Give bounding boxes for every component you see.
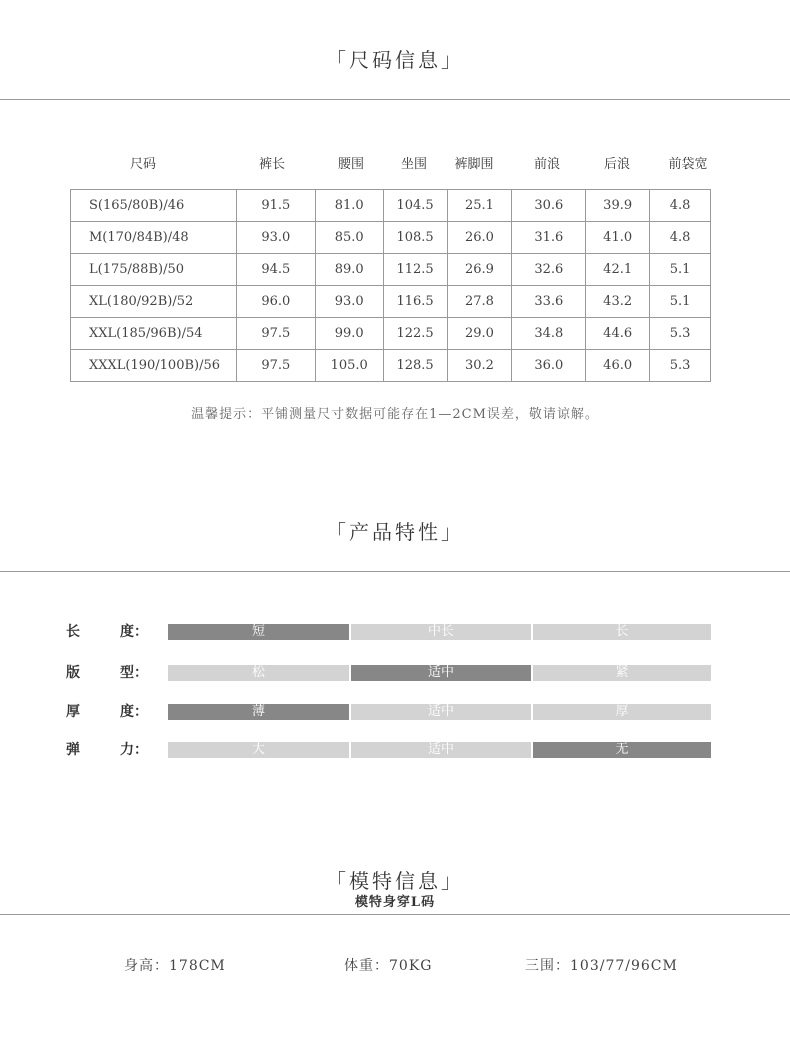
table-cell: 25.1	[447, 190, 512, 222]
feature-label-rest: 度：	[120, 704, 148, 720]
model-subtitle: 模特身穿L码	[354, 895, 436, 910]
table-cell: L(175/88B)/50	[71, 254, 237, 286]
feature-option-bar: 大	[168, 742, 349, 758]
table-cell: 34.8	[512, 318, 586, 350]
column-header-back-rise: 后浪	[603, 157, 630, 172]
table-cell: 128.5	[383, 350, 447, 382]
table-cell: 4.8	[650, 190, 711, 222]
feature-label-rest: 度：	[120, 624, 148, 640]
table-cell: 5.3	[650, 350, 711, 382]
table-cell: XXL(185/96B)/54	[71, 318, 237, 350]
table-cell: 36.0	[512, 350, 586, 382]
feature-option-bar: 适中	[351, 665, 531, 681]
table-cell: 33.6	[512, 286, 586, 318]
feature-section-divider	[0, 571, 790, 572]
table-cell: 43.2	[586, 286, 650, 318]
feature-option-bar: 适中	[351, 704, 531, 720]
table-cell: 93.0	[236, 222, 315, 254]
table-cell: 5.1	[650, 286, 711, 318]
table-cell: 97.5	[236, 350, 315, 382]
feature-label-first-char: 版	[66, 665, 80, 681]
table-cell: 31.6	[512, 222, 586, 254]
table-cell: 99.0	[315, 318, 383, 350]
feature-row	[0, 664, 790, 682]
table-row	[71, 222, 711, 254]
model-measurements: 三围：103/77/96CM	[525, 958, 678, 974]
feature-label-rest: 型：	[120, 665, 148, 681]
feature-option-bar: 紧	[533, 665, 711, 681]
table-cell: S(165/80B)/46	[71, 190, 237, 222]
table-row	[71, 254, 711, 286]
size-table	[70, 189, 711, 382]
feature-option-bar: 厚	[533, 704, 711, 720]
table-cell: 29.0	[447, 318, 512, 350]
feature-option-bar: 薄	[168, 704, 349, 720]
column-header-size: 尺码	[129, 157, 156, 172]
table-cell: 46.0	[586, 350, 650, 382]
size-section-title: 「尺码信息」	[326, 48, 464, 72]
table-cell: 5.3	[650, 318, 711, 350]
table-cell: 44.6	[586, 318, 650, 350]
table-cell: XL(180/92B)/52	[71, 286, 237, 318]
feature-label-first-char: 厚	[66, 704, 80, 720]
column-header-front-pocket-width: 前袋宽	[668, 157, 708, 172]
feature-option-bar: 长	[533, 624, 711, 640]
column-header-front-rise: 前浪	[533, 157, 560, 172]
size-section-divider	[0, 99, 790, 100]
table-cell: 122.5	[383, 318, 447, 350]
table-cell: 91.5	[236, 190, 315, 222]
model-section-title: 「模特信息」	[326, 869, 464, 893]
feature-option-bar: 适中	[351, 742, 531, 758]
table-cell: 26.0	[447, 222, 512, 254]
table-cell: 26.9	[447, 254, 512, 286]
feature-option-bar: 松	[168, 665, 349, 681]
table-cell: 32.6	[512, 254, 586, 286]
feature-label-first-char: 弹	[66, 742, 80, 758]
feature-option-bar: 短	[168, 624, 349, 640]
column-header-pants-length: 裤长	[258, 157, 285, 172]
feature-row	[0, 741, 790, 759]
table-cell: 30.6	[512, 190, 586, 222]
model-height: 身高：178CM	[124, 958, 226, 974]
table-cell: 39.9	[586, 190, 650, 222]
column-header-waist: 腰围	[337, 157, 364, 172]
table-cell: 93.0	[315, 286, 383, 318]
feature-label-rest: 力：	[120, 742, 148, 758]
model-section-divider	[0, 914, 790, 915]
table-row	[71, 286, 711, 318]
table-cell: 89.0	[315, 254, 383, 286]
table-cell: 41.0	[586, 222, 650, 254]
table-cell: 5.1	[650, 254, 711, 286]
table-cell: 81.0	[315, 190, 383, 222]
feature-row	[0, 703, 790, 721]
feature-label-first-char: 长	[66, 624, 80, 640]
feature-option-bar: 中长	[351, 624, 531, 640]
table-cell: 42.1	[586, 254, 650, 286]
table-cell: 116.5	[383, 286, 447, 318]
measurement-note: 温馨提示：平铺测量尺寸数据可能存在1—2CM误差，敬请谅解。	[191, 407, 599, 422]
column-header-leg-opening: 裤脚围	[454, 157, 494, 172]
table-cell: 108.5	[383, 222, 447, 254]
table-row	[71, 318, 711, 350]
table-cell: 85.0	[315, 222, 383, 254]
feature-option-bar: 无	[533, 742, 711, 758]
table-cell: 104.5	[383, 190, 447, 222]
table-row	[71, 190, 711, 222]
table-cell: 4.8	[650, 222, 711, 254]
table-cell: 112.5	[383, 254, 447, 286]
table-cell: 105.0	[315, 350, 383, 382]
table-cell: 94.5	[236, 254, 315, 286]
table-cell: 97.5	[236, 318, 315, 350]
table-cell: 27.8	[447, 286, 512, 318]
column-header-hip: 坐围	[400, 157, 427, 172]
table-cell: XXXL(190/100B)/56	[71, 350, 237, 382]
table-cell: M(170/84B)/48	[71, 222, 237, 254]
table-cell: 30.2	[447, 350, 512, 382]
feature-row	[0, 623, 790, 641]
table-row	[71, 350, 711, 382]
model-weight: 体重：70KG	[344, 958, 433, 974]
table-cell: 96.0	[236, 286, 315, 318]
feature-section-title: 「产品特性」	[326, 520, 464, 544]
